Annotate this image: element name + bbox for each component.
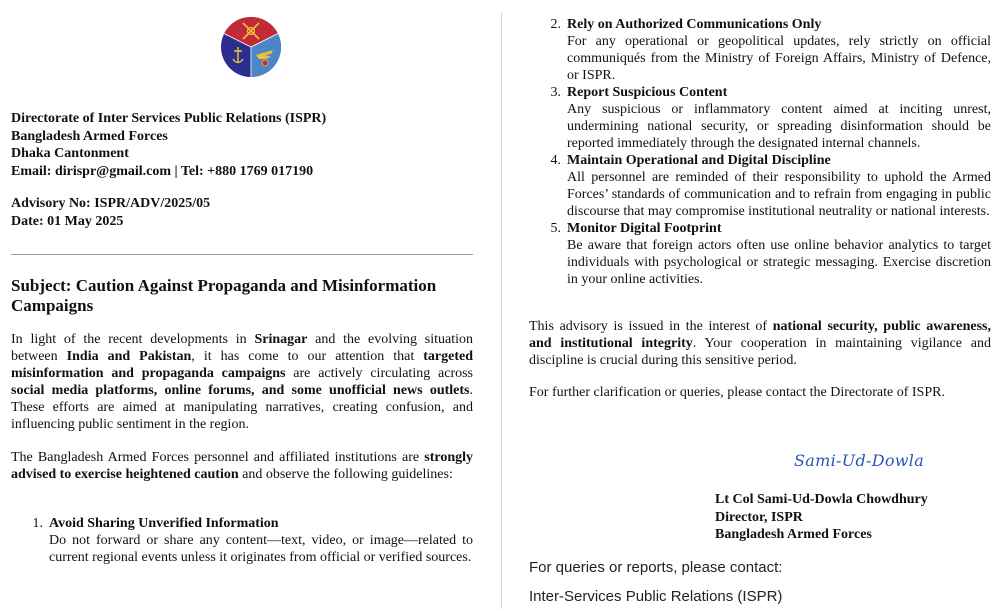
guideline-number: 5. (550, 221, 561, 236)
queries-org-line: Inter-Services Public Relations (ISPR) (529, 588, 783, 605)
signatory-name: Lt Col Sami-Ud-Dowla Chowdhury (715, 492, 928, 507)
guideline-number: 4. (550, 153, 561, 168)
guideline-item (529, 84, 991, 152)
guideline-title: Avoid Sharing Unverified Information (49, 516, 279, 531)
guideline-list-left (11, 515, 473, 566)
advisory-info (11, 195, 210, 230)
forces-name: Bangladesh Armed Forces (11, 128, 168, 144)
guideline-text: Any suspicious or inflammatory content aimed at inciting unrest, undermining national security, or spreading disinformation should be reported immediately through the designated internal channels. (567, 102, 991, 151)
guideline-number: 2. (550, 17, 561, 32)
closing-paragraph: This advisory is issued in the interest of national security, public awareness, and institutional integrity. Your cooperation in maintaining vigilance and discipline is crucial during this sensitive period. (529, 319, 991, 368)
guideline-title: Monitor Digital Footprint (567, 221, 722, 236)
guideline-item (11, 515, 473, 566)
org-name: Directorate of Inter Services Public Relations (ISPR) (11, 111, 327, 126)
guideline-title: Rely on Authorized Communications Only (567, 17, 822, 32)
guideline-list-right (529, 16, 991, 288)
signatory-org: Bangladesh Armed Forces (715, 527, 872, 542)
guideline-text: For any operational or geopolitical updates, rely strictly on official communiqués from the Ministry of Foreign Affairs, Ministry of Defence, or ISPR. (567, 34, 991, 83)
guideline-number: 3. (550, 85, 561, 100)
intro-paragraph: In light of the recent developments in Srinagar and the evolving situation between India and Pakistan, it has come to our attention that targeted misinformation and propaganda campaigns are actively circulating across social media platforms, online forums, and some unofficial news outlets. These efforts are aimed at manipulating narratives, creating confusion, and influencing public sentiment in the region. (11, 332, 474, 432)
guideline-item (529, 16, 991, 84)
signatory-block (715, 491, 928, 544)
guideline-item (529, 220, 991, 288)
column-divider (501, 12, 502, 609)
advice-paragraph: The Bangladesh Armed Forces personnel and affiliated institutions are strongly advised to exercise heightened caution and observe the following guidelines: (11, 450, 473, 482)
clarification-paragraph: For further clarification or queries, please contact the Directorate of ISPR. (529, 385, 945, 400)
contact-line: Email: dirispr@gmail.com | Tel: +880 1769 017190 (11, 163, 314, 179)
horizontal-rule (11, 254, 473, 255)
subject-heading: Subject: Caution Against Propaganda and Misinformation Campaigns (11, 276, 437, 315)
advisory-date: Date: 01 May 2025 (11, 213, 124, 229)
guideline-title: Maintain Operational and Digital Discipline (567, 153, 831, 168)
advisory-number: Advisory No: ISPR/ADV/2025/05 (11, 196, 211, 211)
signatory-title: Director, ISPR (715, 509, 803, 525)
handwritten-signature: Sami-Ud-Dowla (794, 451, 925, 470)
guideline-title: Report Suspicious Content (567, 85, 728, 100)
guideline-text: All personnel are reminded of their responsibility to uphold the Armed Forces’ standards of communication and to refrain from engaging in public discourse that may compromise institutional neutrality or national interests. (567, 170, 991, 219)
location: Dhaka Cantonment (11, 146, 129, 161)
guideline-item (529, 152, 991, 220)
guideline-number: 1. (32, 516, 43, 531)
guideline-text: Do not forward or share any content—text, video, or image—related to current regional events unless it originates from official or verified sources. (49, 533, 473, 565)
ispr-emblem-logo (221, 17, 281, 77)
org-header (11, 110, 326, 180)
guideline-text: Be aware that foreign actors often use online behavior analytics to target individuals with psychological or strategic messaging. Exercise discretion in your online activities. (567, 238, 991, 287)
queries-line: For queries or reports, please contact: (529, 559, 783, 576)
